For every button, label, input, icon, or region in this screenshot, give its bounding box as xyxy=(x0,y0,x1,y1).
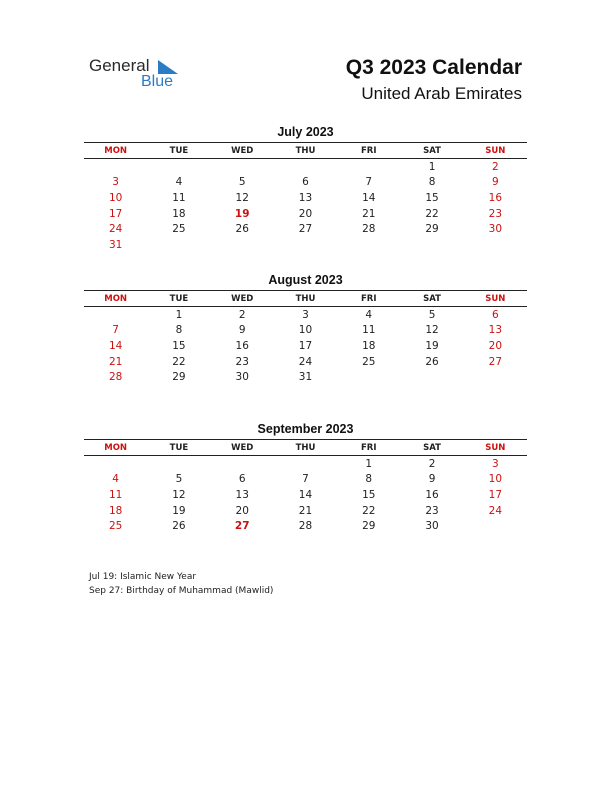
week-row xyxy=(84,456,527,472)
day-cell: 5 xyxy=(238,176,246,189)
month-title: September 2023 xyxy=(257,422,354,436)
weekday-label: THU xyxy=(295,145,316,156)
logo xyxy=(89,56,189,96)
day-cell: 26 xyxy=(172,520,186,533)
day-cell: 16 xyxy=(425,488,439,501)
logo-triangle-icon xyxy=(158,60,178,74)
day-cell: 3 xyxy=(112,176,119,189)
day-cell: 9 xyxy=(238,324,246,337)
month-july xyxy=(84,125,527,253)
day-cell: 4 xyxy=(365,308,373,321)
day-cell: 23 xyxy=(235,355,249,368)
weekday-label: TUE xyxy=(169,442,189,453)
holiday-note: Sep 27: Birthday of Muhammad (Mawlid) xyxy=(89,586,274,596)
weekday-label: WED xyxy=(231,293,254,304)
day-cell: 8 xyxy=(428,176,436,189)
day-cell: 4 xyxy=(175,176,183,189)
day-cell: 5 xyxy=(175,473,183,486)
day-cell: 11 xyxy=(108,488,123,501)
logo-general-text: General xyxy=(89,56,150,75)
week-row xyxy=(84,472,527,488)
day-cell: 3 xyxy=(491,457,499,470)
day-cell: 17 xyxy=(488,488,503,501)
week-row xyxy=(84,487,527,503)
day-cell: 31 xyxy=(108,238,123,251)
day-cell: 25 xyxy=(172,223,186,236)
day-cell: 9 xyxy=(491,176,499,189)
weekday-label: MON xyxy=(104,145,128,156)
day-cell: 28 xyxy=(298,520,313,533)
month-august xyxy=(84,273,527,385)
weekday-label: WED xyxy=(231,442,254,453)
week-row xyxy=(84,159,527,175)
day-cell: 18 xyxy=(172,207,186,220)
day-cell: 21 xyxy=(362,207,376,220)
day-cell: 15 xyxy=(362,488,376,501)
week-row xyxy=(84,503,527,519)
day-cell: 10 xyxy=(298,324,313,337)
day-cell: 2 xyxy=(238,308,246,321)
day-cell: 17 xyxy=(298,339,313,352)
day-cell: 1 xyxy=(428,160,436,173)
day-cell: 29 xyxy=(425,223,439,236)
day-cell: 20 xyxy=(488,339,503,352)
day-cell: 14 xyxy=(298,488,313,501)
holiday-note: Jul 19: Islamic New Year xyxy=(89,572,197,582)
day-cell: 4 xyxy=(112,473,119,486)
day-cell: 1 xyxy=(365,457,373,470)
day-cell: 18 xyxy=(362,339,376,352)
day-cell: 7 xyxy=(365,176,373,189)
weekday-label: FRI xyxy=(361,442,377,453)
day-cell: 12 xyxy=(425,324,439,337)
weekday-label: SUN xyxy=(485,442,506,453)
day-cell: 5 xyxy=(428,308,436,321)
page-title: Q3 2023 Calendar xyxy=(345,56,522,79)
weekday-label: SAT xyxy=(423,293,441,304)
weekday-label: THU xyxy=(295,293,316,304)
day-cell: 21 xyxy=(298,504,313,517)
day-cell: 23 xyxy=(488,207,503,220)
day-cell: 8 xyxy=(175,324,183,337)
weekday-header-row xyxy=(84,142,527,159)
day-cell: 20 xyxy=(298,207,313,220)
weekday-label: SAT xyxy=(423,442,441,453)
day-cell: 6 xyxy=(491,308,499,321)
day-cell: 20 xyxy=(235,504,249,517)
week-row xyxy=(84,354,527,370)
day-cell: 30 xyxy=(488,223,503,236)
day-cell: 2 xyxy=(491,160,499,173)
day-cell: 2 xyxy=(428,457,436,470)
day-cell: 15 xyxy=(425,191,439,204)
day-cell: 23 xyxy=(425,504,439,517)
day-cell: 29 xyxy=(362,520,376,533)
weekday-label: WED xyxy=(231,145,254,156)
day-cell: 6 xyxy=(302,176,309,189)
page-subtitle: United Arab Emirates xyxy=(361,84,522,103)
day-cell: 13 xyxy=(235,488,249,501)
weekday-label: MON xyxy=(104,442,128,453)
day-cell: 12 xyxy=(235,191,249,204)
holiday-notes xyxy=(89,570,273,598)
weekday-label: TUE xyxy=(169,145,189,156)
logo-blue-text: Blue xyxy=(141,73,174,90)
day-cell: 22 xyxy=(425,207,439,220)
weekday-label: MON xyxy=(104,293,128,304)
day-cell: 28 xyxy=(362,223,376,236)
day-cell: 19 xyxy=(234,207,250,220)
weekday-label: FRI xyxy=(361,293,377,304)
day-cell: 7 xyxy=(112,324,119,337)
day-cell: 22 xyxy=(172,355,186,368)
day-cell: 16 xyxy=(235,339,249,352)
day-cell: 15 xyxy=(172,339,186,352)
day-cell: 10 xyxy=(488,473,503,486)
day-cell: 11 xyxy=(172,191,186,204)
week-row xyxy=(84,237,527,253)
day-cell: 1 xyxy=(175,308,183,321)
day-cell: 18 xyxy=(108,504,123,517)
weekday-label: SUN xyxy=(485,293,506,304)
day-cell: 28 xyxy=(108,371,123,384)
week-row xyxy=(84,338,527,354)
weekday-header-row xyxy=(84,290,527,307)
weekday-label: THU xyxy=(295,442,316,453)
week-row xyxy=(84,369,527,385)
day-cell: 14 xyxy=(108,339,123,352)
day-cell: 9 xyxy=(428,473,436,486)
day-cell: 19 xyxy=(172,504,186,517)
day-cell: 12 xyxy=(172,488,186,501)
day-cell: 27 xyxy=(234,520,250,533)
weekday-label: SAT xyxy=(423,145,441,156)
day-cell: 24 xyxy=(108,223,123,236)
day-cell: 11 xyxy=(362,324,376,337)
day-cell: 6 xyxy=(238,473,246,486)
day-cell: 7 xyxy=(302,473,309,486)
month-title: August 2023 xyxy=(268,273,343,287)
day-cell: 27 xyxy=(298,223,313,236)
day-cell: 26 xyxy=(235,223,249,236)
day-cell: 3 xyxy=(302,308,309,321)
day-cell: 30 xyxy=(235,371,249,384)
week-row xyxy=(84,307,527,323)
day-cell: 14 xyxy=(362,191,376,204)
day-cell: 17 xyxy=(108,207,123,220)
day-cell: 13 xyxy=(488,324,503,337)
day-cell: 25 xyxy=(108,520,123,533)
day-cell: 25 xyxy=(362,355,376,368)
day-cell: 24 xyxy=(488,504,503,517)
day-cell: 26 xyxy=(425,355,439,368)
week-row xyxy=(84,518,527,534)
weekday-label: SUN xyxy=(485,145,506,156)
weekday-label: FRI xyxy=(361,145,377,156)
day-cell: 13 xyxy=(298,191,313,204)
day-cell: 16 xyxy=(488,191,503,204)
day-cell: 30 xyxy=(425,520,439,533)
day-cell: 10 xyxy=(108,191,123,204)
weekday-header-row xyxy=(84,439,527,456)
week-row xyxy=(84,221,527,237)
week-row xyxy=(84,175,527,191)
day-cell: 29 xyxy=(172,371,186,384)
weekday-label: TUE xyxy=(169,293,189,304)
day-cell: 22 xyxy=(362,504,376,517)
month-september xyxy=(84,422,527,534)
day-cell: 27 xyxy=(488,355,503,368)
month-title: July 2023 xyxy=(277,125,334,139)
week-row xyxy=(84,206,527,222)
day-cell: 21 xyxy=(108,355,123,368)
week-row xyxy=(84,323,527,339)
day-cell: 31 xyxy=(298,371,313,384)
day-cell: 24 xyxy=(298,355,313,368)
day-cell: 19 xyxy=(425,339,439,352)
week-row xyxy=(84,190,527,206)
day-cell: 8 xyxy=(365,473,373,486)
